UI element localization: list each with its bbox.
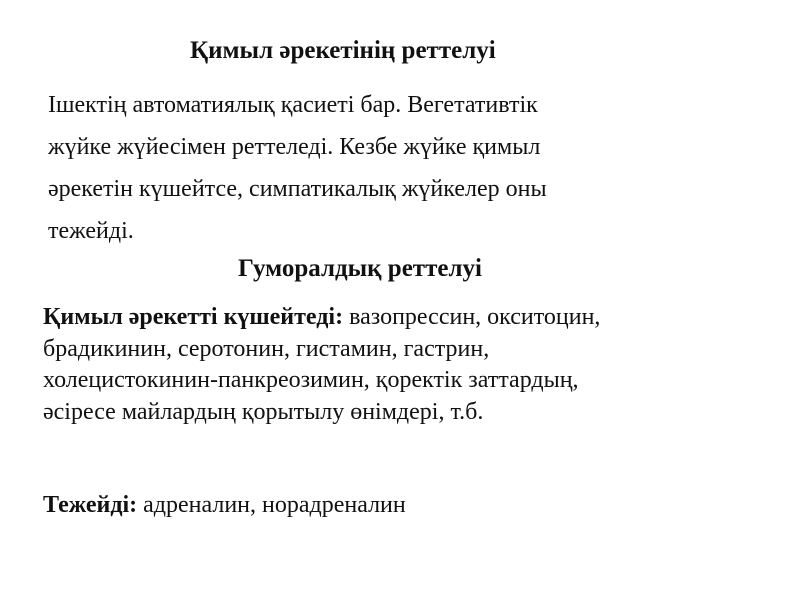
enhancers-text: вазопрессин, окситоцин, (343, 304, 601, 330)
enhancers-paragraph (43, 302, 783, 428)
section-subtitle: Гуморалдық реттелуі (238, 255, 482, 282)
intro-line: әрекетін күшейтсе, симпатикалық жүйкелер оны (48, 176, 547, 202)
enhancers-line: әсіресе майлардың қорытылу өнімдері, т.б. (43, 398, 484, 425)
enhancers-first-line (43, 302, 783, 334)
intro-line: тежейді. (48, 218, 134, 244)
enhancers-line: брадикинин, серотонин, гистамин, гастрин, (43, 335, 490, 362)
inhibitors-paragraph (43, 490, 783, 522)
intro-line: жүйке жүйесімен реттеледі. Кезбе жүйке қимыл (48, 134, 541, 160)
inhibitors-text: адреналин, норадреналин (137, 492, 406, 518)
intro-paragraph (48, 84, 748, 252)
enhancers-line: холецистокинин-панкреозимин, қоректік заттардың, (43, 367, 579, 393)
enhancers-label: Қимыл әрекетті күшейтеді: (43, 304, 344, 330)
slide-title: Қимыл әрекетінің реттелуі (190, 37, 496, 64)
inhibitors-label: Тежейді: (43, 492, 138, 518)
intro-line: Ішектің автоматиялық қасиеті бар. Вегетативтік (48, 92, 538, 118)
